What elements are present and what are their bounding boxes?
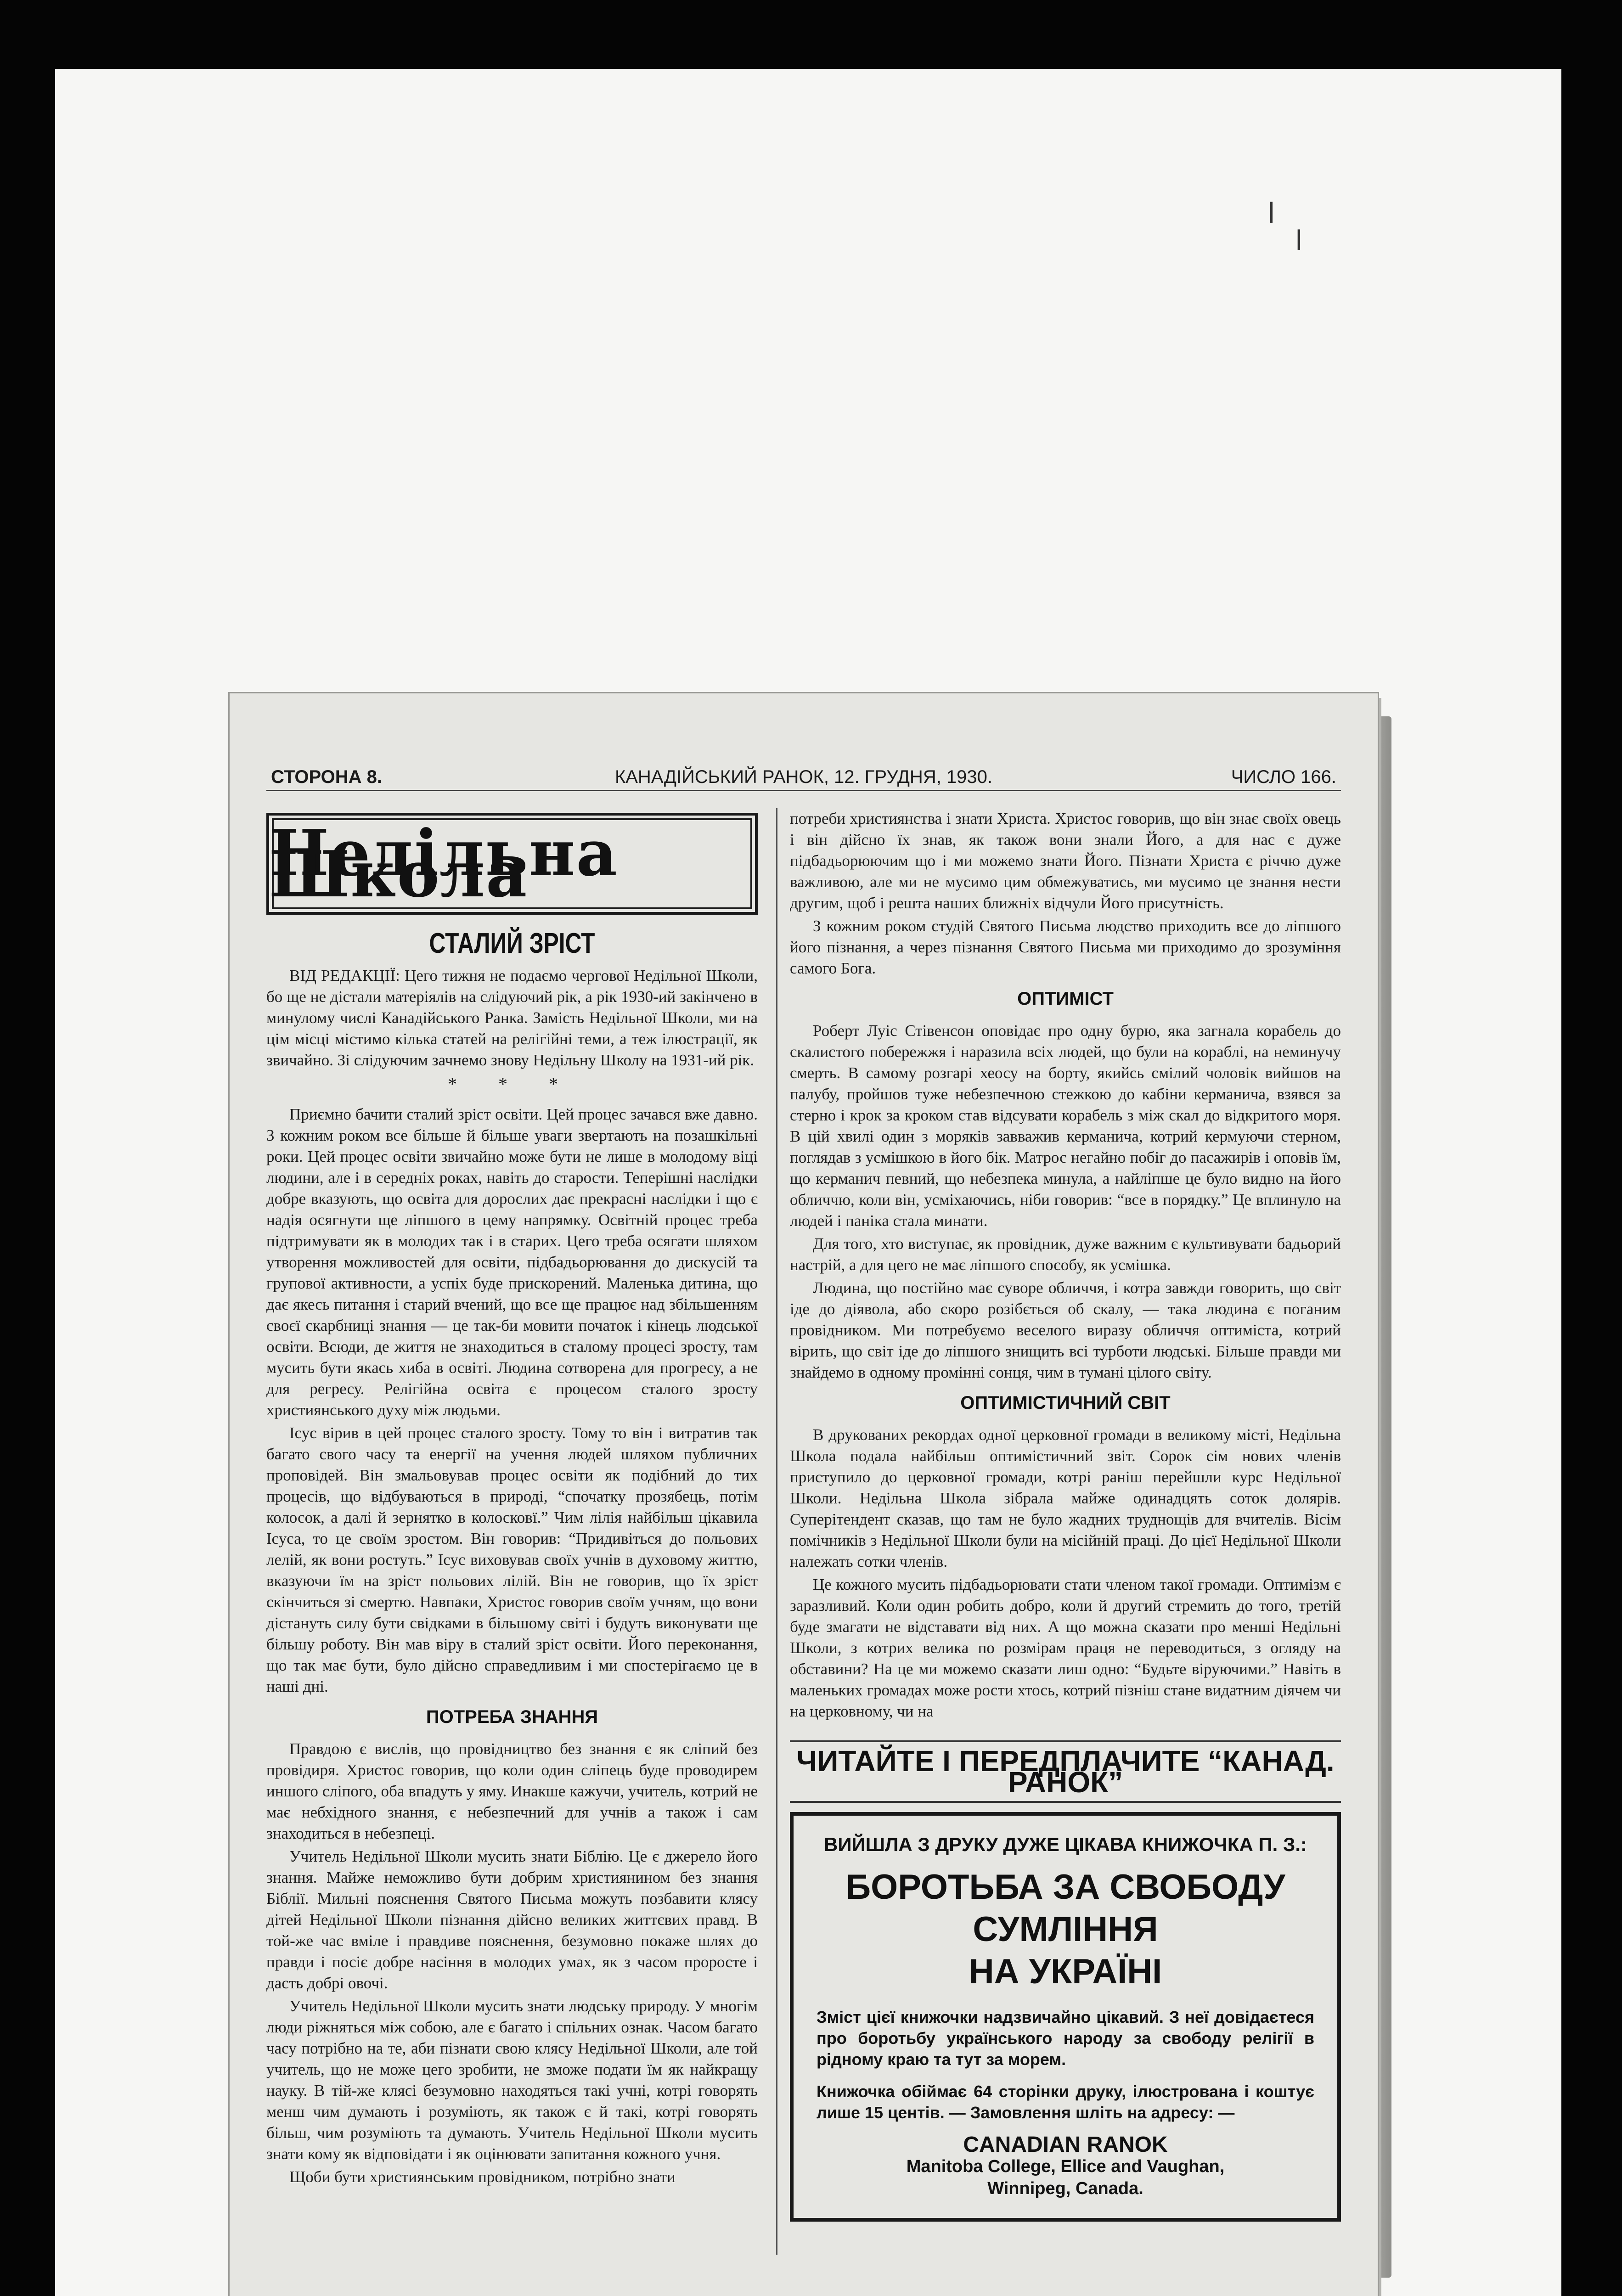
- ad-publisher: CANADIAN RANOK: [963, 2133, 1168, 2157]
- subscription-promo: ЧИТАЙТЕ І ПЕРЕДПЛАЧИТЕ “КАНАД. РАНОК”: [790, 1740, 1341, 1803]
- continued-paragraph: потреби християнства і знати Христа. Христос говорив, що він знає своїх овець і він дійсно їх знав, як також вони знали Його, а для нас є дуже підбадьорюючим що і ми можемо знати Його. Пізнати Христа є річчю дуже важливою, але ми не мусимо цим обмежуватись, ми мусимо це знання нести другим, щоб і решта наших ближніх відчули Його присутність.: [790, 810, 1341, 912]
- separator-stars: * * *: [448, 1074, 576, 1094]
- editorial-note: ВІД РЕДАКЦІЇ: Цего тижня не подаємо чергової Недільної Школи, бо ще не дістали матеріялів на слідуючий рік, а рік 1930-ий закінчено в минулому числі Канадійського Ранка. Замість Недільної Школи, ми на цім місці містимо кілька статей на релігійні теми, а теж ілюстрації, як звичайно. Зі слідуючим зачнемо знову Недільну Школу на 1931-ий рік.: [266, 967, 758, 1069]
- ad-title-line: НА УКРАЇНІ: [969, 1952, 1162, 1991]
- publication-title: КАНАДІЙСЬКИЙ РАНОК, 12. ГРУДНЯ, 1930.: [614, 767, 993, 787]
- ad-address-line: Manitoba College, Ellice and Vaughan,: [906, 2157, 1225, 2176]
- ad-description: Зміст цієї книжочки надзвичайно цікавий. З неї довідаєтеся про боротьбу українського народу за свободу релігії в рідному краю та тут за морем.: [817, 2008, 1314, 2069]
- right-column: [790, 808, 1341, 2222]
- article-paragraph: Приємно бачити сталий зріст освіти. Цей процес зачався вже давно. З кожним роком все більше й більше уваги звертають на позашкільні роки. Цей процес освіти звичайно може бути не лише в молодому віці людини, але і в середніх роках, навіть до старости. Теперішні наслідки добре вказують, що освіта для дорослих дає прекрасні наслідки і що є надія осягнути ще ліпшого в цему напрямку. Освітній процес треба підтримувати як в молодих так і в старих. Цего треба осягати шляхом утворення можливостей для освіти, підбадьорювання до дискусій та групової активности, а успіх буде прискорений. Маленька дитина, що дає якесь питання і старий вчений, що все ще працює над збільшенням своєї скарбниці знання — це так-би мовити початок і кінець людської освіти. Всюди, де життя не знаходиться в сталому процесі зросту, там мусить бути якась хиба в освіті. Людина сотворена для прогресу, а не для регресу. Релігійна освіта є процесом сталого зросту християнського духу між людьми.: [266, 1105, 758, 1419]
- ad-address-line: Winnipeg, Canada.: [987, 2179, 1143, 2198]
- ad-tagline: ВИЙШЛА З ДРУКУ ДУЖЕ ЦІКАВА КНИЖОЧКА П. З.:: [824, 1834, 1307, 1855]
- ad-pricing: Книжочка обіймає 64 сторінки друку, ілюстрована і коштує лише 15 центів. — Замовлення шліть на адресу: —: [817, 2082, 1314, 2122]
- article-paragraph: Учитель Недільної Школи мусить знати людську природу. У многім люди ріжняться між собою, але є багато і спільних ознак. Часом багато часу потрібно на те, аби пізнати свою клясу Недільної Школи, але той учитель, що не може цего зробити, не зможе подати їм як найкращу науку. В тій-же клясі безумовно находяться такі учні, котрі говорять менш чим думають і розуміють, як також є й такі, котрі говорять більш, чим розуміють та думають. Учитель Недільної Школи мусить знати кому як відповідати і як оцінювати запитання кожного учня.: [266, 1997, 758, 2163]
- left-column: [266, 808, 758, 2189]
- newspaper-page: [230, 693, 1378, 2296]
- article-paragraph: В друкованих рекордах одної церковної громади в великому місті, Недільна Школа подала найбільш оптимістичний звіт. Сорок сім нових членів приступило до церковної громади, котрі раніш перейшли курс Недільної Школи. Недільна Школа зібрала майже одинадцять соток долярів. Суперітендент сказав, що там не було жадних труднощів для вчителів. Вісім помічників з Недільної Школи були на місійній праці. До цієї Недільної Школи належать сотки членів.: [790, 1426, 1341, 1570]
- article-paragraph: Ісус вірив в цей процес сталого зросту. Тому то він і витратив так багато свого часу та енергії на учення людей шляхом публичних проповідей. Він змальовував процес освіти як подібний до тих процесів, що відбуваються в природі, “спочатку прозябець, потім колосок, а далі й зернятко в колосковї.” Чим лілія найбільш цікавила Ісуса, то це своїм зростом. Він говорив: “Придивіться до польових лелій, як вони ростуть.” Ісус виховував своїх учнів в духовому життю, вказуючи їм на зріст польових лілій. Він не говорив, що їх зріст скінчиться зі смертю. Навпаки, Христос говорив своїм учням, що вони дістануть силу бути свідками в більшому світі і будуть виконувати ще більшу роботу. Він мав віру в сталий зріст освіти. Його переконання, що так має бути, було дійсно справедливим і ми спостерігаємо це в наші дні.: [266, 1424, 758, 1695]
- article-paragraph: Роберт Луіс Стівенсон оповідає про одну бурю, яка загнала корабель до скалистого побережжя і наразила всіх людей, що були на кораблі, на неминучу смерть. В самому розгарі хеосу на борту, якийсь смілий чоловік вийшов на палубу, пройшов туже небезпечною стежкою до кабіни керманича, взявся за стерно і крок за кроком став відсувати корабель з між скал до відкритого моря. В цій хвилі один з моряків завважив керманича, котрий кермуючи стерном, поглядав з усмішкою в його бік. Матрос негайно побіг до пасажирів і оповів їм, що керманич певний, що небезпека минула, а найліпше це було видно на його обличчю, коли він, усміхаючись, ніби говорив: “все в порядку.” Це вплинуло на людей і паніка стала минати.: [790, 1022, 1341, 1230]
- article-heading: СТАЛИЙ ЗРІСТ: [429, 928, 595, 959]
- section-heading-optimistic-world: ОПТИМІСТИЧНИЙ СВІТ: [960, 1393, 1171, 1413]
- running-head: [266, 767, 1341, 791]
- ad-title-line: БОРОТЬБА ЗА СВОБОДУ СУМЛІННЯ: [845, 1868, 1285, 1949]
- article-paragraph: З кожним роком студій Святого Письма людство приходить все до ліпшого його пізнання, а через пізнання Святого Письма ми приходимо до зрозуміння самого Бога.: [790, 917, 1341, 977]
- article-paragraph: Учитель Недільної Школи мусить знати Біблію. Це є джерело його знання. Майже неможливо бути добрим християнином без знання Біблії. Мильні пояснення Святого Письма можуть позбавити клясу дітей Недільної Школи пізнання дійсно великих життєвих правд. В той-же час вміле і правдиве пояснення, безумовно покаже шлях до правди і посіє добре насіння в молодих умах, як з часом проросте і дасть добрі овочі.: [266, 1847, 758, 1992]
- book-advertisement: [790, 1812, 1341, 2222]
- issue-number: ЧИСЛО 166.: [1231, 767, 1336, 787]
- masthead-box: [266, 813, 758, 915]
- masthead-title: Недільна Школа: [269, 816, 618, 912]
- article-paragraph: Людина, що постійно має суворе обличчя, і котра завжди говорить, що світ іде до діявола, або скоро розібється об скалу, — така людина є поганим провідником. Ми потребуємо веселого виразу обличчя оптиміста, котрий вірить, що світ іде до ліпшого знищить всі турботи людські. Більше правди ми знайдемо в одному промінні сонця, чим в тумані цілого світу.: [790, 1279, 1341, 1381]
- section-heading-optimist: ОПТИМІСТ: [1017, 989, 1114, 1009]
- frame-mark: l: [1295, 225, 1303, 257]
- article-paragraph: Правдою є вислів, що провідництво без знання є як сліпий без провідиря. Христос говорив, що коли один сліпець буде проводирем иншого сліпого, оба впадуть у яму. Инакше кажучи, учитель, котрий не має небхідного знання, є небезпечний для учнів а також і сам знаходиться в небезпеці.: [266, 1740, 758, 1842]
- article-paragraph: Це кожного мусить підбадьорювати стати членом такої громади. Оптимізм є заразливий. Коли один робить добро, коли й другий стремить до того, третій буде змагати не відставати від них. А що можна сказати про менші Недільні Школи, з котрих велика по розмірам праця не переводиться, з огляду на обставини? На це ми можемо сказати лиш одно: “Будьте віруючими.” Навіть в маленьких громадах може рости хтось, котрий пізніш стане видатним діячем чи на церковному, чи на: [790, 1576, 1341, 1720]
- article-paragraph: Для того, хто виступає, як провідник, дуже важним є культивувати бадьорий настрій, а для цего не має ліпшого способу, як усмішка.: [790, 1235, 1341, 1274]
- section-heading-knowledge: ПОТРЕБА ЗНАННЯ: [426, 1707, 598, 1727]
- column-divider: [776, 808, 777, 2255]
- frame-mark: l: [1267, 197, 1275, 230]
- article-paragraph: Щоби бути християнським провідником, потрібно знати: [289, 2168, 676, 2186]
- page-number: СТОРОНА 8.: [271, 767, 382, 787]
- ad-title: [817, 1866, 1314, 1993]
